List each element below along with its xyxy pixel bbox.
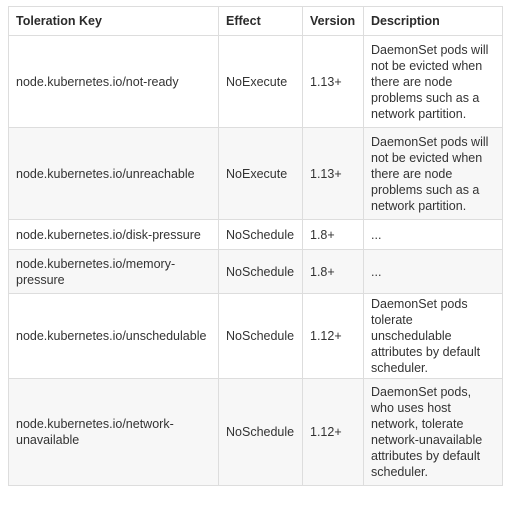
cell-toleration-key: node.kubernetes.io/network-unavailable xyxy=(9,379,219,486)
header-effect: Effect xyxy=(219,7,303,36)
cell-effect: NoExecute xyxy=(219,128,303,220)
table-header-row xyxy=(9,7,503,36)
cell-description: DaemonSet pods will not be evicted when there are node problems such as a network partition. xyxy=(364,128,503,220)
header-description: Description xyxy=(364,7,503,36)
cell-version: 1.8+ xyxy=(303,250,364,294)
table-row xyxy=(9,36,503,128)
table-row xyxy=(9,220,503,250)
cell-effect: NoSchedule xyxy=(219,379,303,486)
cell-version: 1.12+ xyxy=(303,294,364,379)
cell-toleration-key: node.kubernetes.io/unschedulable xyxy=(9,294,219,379)
cell-description: DaemonSet pods, who uses host network, tolerate network-unavailable attributes by default scheduler. xyxy=(364,379,503,486)
table-row xyxy=(9,379,503,486)
cell-description: ... xyxy=(364,220,503,250)
header-version: Version xyxy=(303,7,364,36)
cell-toleration-key: node.kubernetes.io/unreachable xyxy=(9,128,219,220)
cell-toleration-key: node.kubernetes.io/memory-pressure xyxy=(9,250,219,294)
cell-toleration-key: node.kubernetes.io/disk-pressure xyxy=(9,220,219,250)
cell-toleration-key: node.kubernetes.io/not-ready xyxy=(9,36,219,128)
tolerations-table xyxy=(8,6,503,486)
table-row xyxy=(9,250,503,294)
cell-effect: NoSchedule xyxy=(219,220,303,250)
cell-version: 1.8+ xyxy=(303,220,364,250)
cell-description: DaemonSet pods will not be evicted when there are node problems such as a network partition. xyxy=(364,36,503,128)
table-row xyxy=(9,128,503,220)
cell-description: DaemonSet pods tolerate unschedulable attributes by default scheduler. xyxy=(364,294,503,379)
table-row xyxy=(9,294,503,379)
cell-version: 1.13+ xyxy=(303,36,364,128)
cell-effect: NoExecute xyxy=(219,36,303,128)
cell-effect: NoSchedule xyxy=(219,250,303,294)
cell-version: 1.13+ xyxy=(303,128,364,220)
cell-version: 1.12+ xyxy=(303,379,364,486)
cell-description: ... xyxy=(364,250,503,294)
header-toleration-key: Toleration Key xyxy=(9,7,219,36)
content-area xyxy=(8,6,503,486)
cell-effect: NoSchedule xyxy=(219,294,303,379)
